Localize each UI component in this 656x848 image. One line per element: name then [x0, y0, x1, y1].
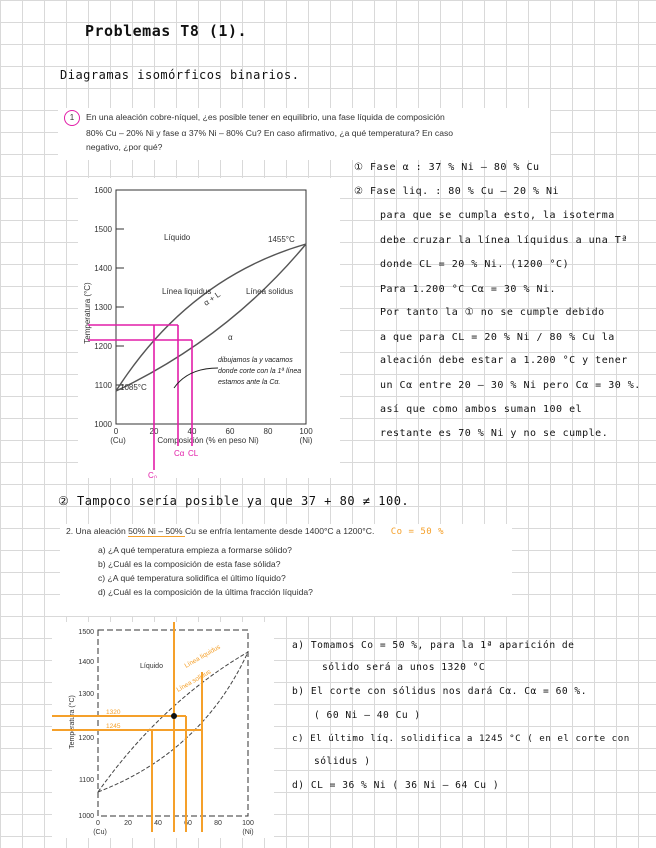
y2-tick-1300: 1300	[78, 691, 94, 698]
x2-end-ni: (Ni)	[242, 829, 254, 836]
y-tick-1300: 1300	[94, 303, 112, 312]
x2-tick-100: 100	[242, 820, 254, 827]
solution1-line5: donde CL = 20 % Ni. (1200 °C)	[380, 259, 570, 270]
x2-tick-0: 0	[96, 820, 100, 827]
solution1-line9: aleación debe estar a 1.200 °C y tener	[380, 355, 628, 366]
mark-ca: Cα	[174, 449, 185, 458]
x-tick-60: 60	[225, 427, 235, 436]
solution1-line13: ② Tampoco sería posible ya que 37 + 80 ≠ 100.	[58, 494, 410, 508]
x2-tick-80: 80	[214, 820, 222, 827]
x-tick-100: 100	[299, 427, 313, 436]
x-end-ni: (Ni)	[299, 436, 313, 445]
problem2-statement	[60, 524, 512, 616]
page-title: Problemas T8 (1).	[85, 22, 248, 40]
solution2-c2: sólidus )	[314, 756, 371, 767]
solution1-line8: a que para CL = 20 % Ni / 80 % Cu la	[380, 332, 615, 343]
solution1-line2: ② Fase liq. : 80 % Cu – 20 % Ni	[354, 186, 560, 197]
problem2-line1-underlined: 50% Ni – 50%	[128, 526, 185, 536]
y-tick-1100: 1100	[94, 381, 112, 390]
x2-end-cu: (Cu)	[93, 829, 107, 836]
note-arrow	[174, 368, 218, 388]
label2-liquid: Líquido	[140, 663, 163, 670]
question-d: d) ¿Cuál es la composición de la última fracción líquida?	[98, 587, 313, 597]
note-line1: dibujamos la y vacamos	[218, 357, 293, 364]
solution1-line1: ① Fase α : 37 % Ni – 80 % Cu	[354, 162, 540, 173]
solution1-line4: debe cruzar la línea líquidus a una Tª	[380, 235, 628, 246]
x2-tick-20: 20	[124, 820, 132, 827]
solution1-line11: así que como ambos suman 100 el	[380, 404, 583, 415]
x-end-cu: (Cu)	[110, 436, 126, 445]
question-c: c) ¿A qué temperatura solidifica el último líquido?	[98, 573, 286, 583]
y-tick-1600: 1600	[94, 186, 112, 195]
x-axis-label: Composición (% en peso Ni)	[157, 436, 259, 445]
label-liquid: Líquido	[164, 233, 191, 242]
note-line3: estamos ante la Cα.	[218, 379, 281, 386]
y-ticks	[116, 190, 124, 385]
solution2-b1: b) El corte con sólidus nos dará Cα. Cα = 60 %.	[292, 686, 587, 697]
orange-label-1245: 1245	[106, 723, 121, 730]
x2-tick-40: 40	[154, 820, 162, 827]
x-tick-20: 20	[149, 427, 159, 436]
y-tick-1000: 1000	[94, 420, 112, 429]
problem2-line1-pre: 2. Una aleación	[66, 526, 129, 536]
y2-tick-1000: 1000	[78, 813, 94, 820]
x-tick-80: 80	[263, 427, 273, 436]
label-1455: 1455°C	[268, 235, 295, 244]
point-c0	[171, 713, 177, 719]
phase-diagram-2	[52, 622, 274, 838]
y2-tick-1100: 1100	[78, 777, 94, 784]
solution2-a1: a) Tomamos Co = 50 %, para la 1ª aparición de	[292, 640, 575, 651]
x-tick-40: 40	[187, 427, 197, 436]
label-alpha-liquid: α + L	[201, 289, 223, 308]
solution2-d1: d) CL = 36 % Ni ( 36 Ni – 64 Cu )	[292, 780, 500, 791]
solution1-line12: restante es 70 % Ni y no se cumple.	[380, 428, 609, 439]
mark-cl: CL	[188, 449, 199, 458]
y2-axis-label: Temperatura (°C)	[69, 695, 76, 749]
problem2-line1-post: Cu se enfría lentamente desde 1400°C a 1200°C.	[184, 526, 375, 536]
y-tick-1400: 1400	[94, 264, 112, 273]
problem1-number: 1	[64, 110, 80, 126]
y-tick-1500: 1500	[94, 225, 112, 234]
problem1-statement	[58, 108, 550, 160]
x-tick-0: 0	[113, 427, 119, 436]
label-solidus: Línea solidus	[246, 287, 294, 296]
orange-note-solidus: Línea solidus	[175, 668, 213, 694]
y2-tick-1400: 1400	[78, 659, 94, 666]
question-a: a) ¿A qué temperatura empieza a formarse sólido?	[98, 545, 292, 555]
solution2-c1: c) El último líq. solidifica a 1245 °C ( en el corte con	[292, 733, 630, 744]
problem1-line2: 80% Cu – 20% Ni y fase α 37% Ni – 80% Cu? En caso afirmativo, ¿a qué temperatura? En caso	[86, 128, 454, 138]
x2-tick-60: 60	[184, 820, 192, 827]
solution1-line10: un Cα entre 20 – 30 % Ni pero Cα = 30 %.	[380, 380, 641, 391]
problem1-line1: En una aleación cobre-níquel, ¿es posible tener en equilibrio, una fase líquida de composición	[86, 112, 445, 122]
phase-diagram-1-svg	[78, 178, 340, 478]
solution1-line6: Para 1.200 °C Cα = 30 % Ni.	[380, 284, 557, 295]
phase-diagram-1	[78, 178, 340, 478]
label-liquidus: Línea liquidus	[162, 287, 212, 296]
y-axis-label: Temperatura (°C)	[83, 282, 92, 344]
mark-c0: C₀	[148, 471, 158, 478]
y2-tick-1200: 1200	[78, 735, 94, 742]
question-b: b) ¿Cuál es la composición de esta fase sólida?	[98, 559, 281, 569]
orange-note-liquidus: Línea liquidus	[183, 643, 222, 670]
orange-label-1320: 1320	[106, 709, 121, 716]
problem2-note-c0: Co = 50 %	[390, 527, 445, 537]
solution1-line7: Por tanto la ① no se cumple debido	[380, 307, 605, 318]
solution2-b2: ( 60 Ni – 40 Cu )	[314, 710, 421, 721]
note-line2: donde corte con la 1ª línea	[218, 368, 302, 375]
phase-diagram-2-svg	[52, 622, 274, 838]
label-alpha: α	[228, 333, 233, 342]
y-tick-1200: 1200	[94, 342, 112, 351]
y2-tick-1500: 1500	[78, 629, 94, 636]
solution1-line3: para que se cumpla esto, la isoterma	[380, 210, 615, 221]
problem1-line3: negativo, ¿por qué?	[86, 142, 163, 152]
solution2-a2: sólido será a unos 1320 °C	[322, 662, 486, 673]
label-1085: 1085°C	[120, 383, 147, 392]
page-subtitle: Diagramas isomórficos binarios.	[60, 68, 300, 82]
